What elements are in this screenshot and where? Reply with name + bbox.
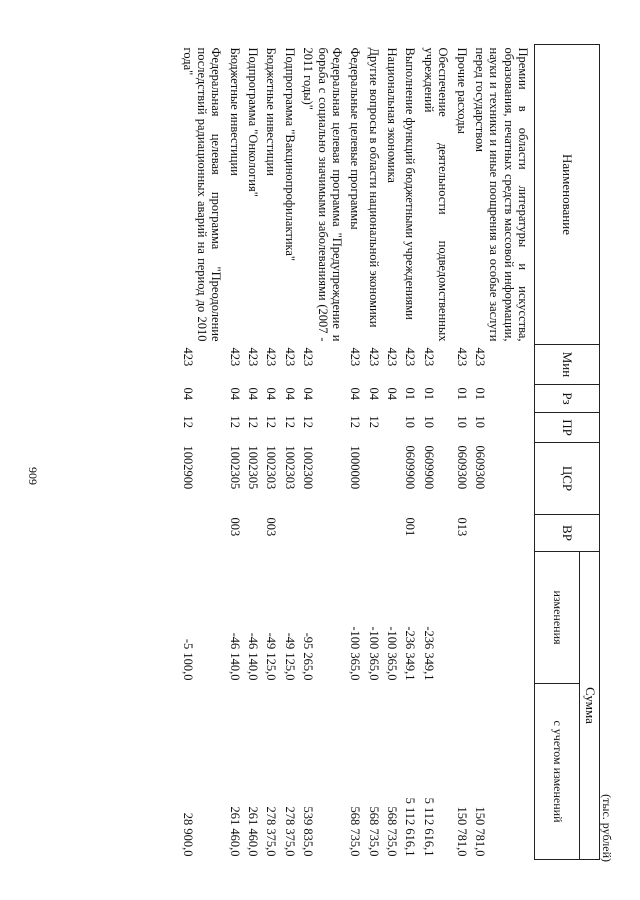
- row-name: Федеральная целевая программа "Предупреждение и борьба с социально значимыми заболеваниями (2007 - 2011 годы)": [301, 47, 344, 342]
- row-vr: [244, 515, 262, 552]
- table-header: [535, 45, 600, 860]
- row-csr: [383, 443, 401, 515]
- row-vr: [299, 515, 346, 552]
- row-min: 423: [472, 347, 487, 367]
- table-row: [471, 45, 533, 860]
- row-name: Обеспечение деятельности подведомственных учреждений: [421, 47, 451, 342]
- row-csr: 1000000: [348, 445, 363, 490]
- row-min: 423: [348, 347, 363, 367]
- header-vr: ВР: [535, 515, 600, 552]
- row-pr: 10: [472, 415, 487, 428]
- row-change: -236 349,1: [421, 626, 436, 681]
- row-vr: [346, 515, 364, 552]
- row-change: -5 100,0: [180, 638, 195, 681]
- header-pr: ПР: [535, 413, 600, 443]
- header-min: Мин: [535, 345, 600, 385]
- header-csr: ЦСР: [535, 443, 600, 515]
- row-rz: 04: [180, 387, 195, 400]
- row-change: [452, 552, 470, 684]
- row-rz: 04: [246, 387, 261, 400]
- row-pr: 12: [348, 415, 363, 428]
- row-name: Федеральные целевые программы: [348, 47, 363, 230]
- row-csr: [364, 443, 382, 515]
- row-csr: 0609300: [454, 445, 469, 490]
- row-name: Подпрограмма "Вакцинопрофилактика": [282, 47, 297, 262]
- table-row: [364, 45, 382, 860]
- row-total: 568 735,0: [366, 806, 381, 857]
- row-name: Другие вопросы в области национальной экономики: [366, 47, 381, 328]
- row-vr: 003: [264, 517, 279, 537]
- row-vr: [383, 515, 401, 552]
- row-rz: 04: [301, 387, 316, 400]
- row-name: Бюджетные инвестиции: [264, 47, 279, 176]
- row-vr: [280, 515, 298, 552]
- row-vr: [471, 515, 533, 552]
- table-row: [244, 45, 262, 860]
- row-rz: 04: [264, 387, 279, 400]
- row-pr: 12: [301, 415, 316, 428]
- row-pr: 10: [454, 415, 469, 428]
- row-name: Премии в области литературы и искусства, образования, печатных средств массовой информации, науки и техники и иные поощрения за особые заслуги перед государством: [472, 47, 531, 342]
- row-rz: 01: [421, 387, 436, 400]
- table-row: [178, 45, 225, 860]
- row-pr: 10: [421, 415, 436, 428]
- row-change: -46 140,0: [246, 632, 261, 681]
- row-min: 423: [180, 347, 195, 367]
- row-change: -100 365,0: [366, 626, 381, 681]
- row-total: 261 460,0: [246, 806, 261, 857]
- row-rz: 04: [385, 387, 400, 400]
- table-row: [401, 45, 419, 860]
- row-change: -100 365,0: [348, 626, 363, 681]
- row-pr: 12: [246, 415, 261, 428]
- row-csr: 0609900: [421, 445, 436, 490]
- row-rz: 01: [472, 387, 487, 400]
- row-min: 423: [385, 347, 400, 367]
- row-total: 278 375,0: [264, 806, 279, 857]
- row-csr: 0609900: [403, 445, 418, 490]
- row-change: -49 125,0: [264, 632, 279, 681]
- row-rz: 04: [282, 387, 297, 400]
- row-min: 423: [403, 347, 418, 367]
- rotated-page-content: [86, 44, 614, 864]
- header-with-changes: с учетом изменений: [535, 684, 580, 860]
- budget-table: [178, 44, 600, 860]
- row-csr: 1002303: [264, 445, 279, 490]
- row-vr: [178, 515, 225, 552]
- row-vr: [419, 515, 452, 552]
- header-changes: изменения: [535, 552, 580, 684]
- row-total: 5 112 616,1: [403, 797, 418, 857]
- row-pr: 12: [227, 415, 242, 428]
- row-change: -95 265,0: [301, 632, 316, 681]
- row-total: 5 112 616,1: [421, 797, 436, 857]
- row-rz: 04: [227, 387, 242, 400]
- header-rz: Рз: [535, 385, 600, 413]
- row-change: -46 140,0: [227, 632, 242, 681]
- table-row: [346, 45, 364, 860]
- row-total: 150 781,0: [472, 806, 487, 857]
- row-rz: 01: [403, 387, 418, 400]
- row-change: -100 365,0: [385, 626, 400, 681]
- row-pr: 12: [282, 415, 297, 428]
- table-row: [452, 45, 470, 860]
- row-min: 423: [301, 347, 316, 367]
- row-vr: 001: [403, 517, 418, 537]
- row-name: Бюджетные инвестиции: [227, 47, 242, 176]
- row-vr: 003: [227, 517, 242, 537]
- row-vr: [364, 515, 382, 552]
- row-csr: 1002303: [282, 445, 297, 490]
- row-name: Национальная экономика: [385, 47, 400, 183]
- row-csr: 1002305: [246, 445, 261, 490]
- table-body: [178, 45, 534, 860]
- row-name: Выполнение функций бюджетными учреждениями: [403, 47, 418, 320]
- row-min: 423: [421, 347, 436, 367]
- page-number: 909: [26, 467, 40, 485]
- row-min: 423: [366, 347, 381, 367]
- row-change: -49 125,0: [282, 632, 297, 681]
- row-pr: 12: [366, 415, 381, 428]
- row-total: 28 900,0: [180, 812, 195, 857]
- header-sum: Сумма: [580, 552, 600, 860]
- row-total: 568 735,0: [385, 806, 400, 857]
- row-min: 423: [454, 347, 469, 367]
- row-pr: 10: [403, 415, 418, 428]
- row-name: Подпрограмма "Онкология": [246, 47, 261, 197]
- row-min: 423: [264, 347, 279, 367]
- row-total: 278 375,0: [282, 806, 297, 857]
- row-total: 150 781,0: [454, 806, 469, 857]
- row-name: Федеральная целевая программа "Преодоление последствий радиационных аварий на период до 2010 года": [180, 47, 224, 342]
- table-row: [383, 45, 401, 860]
- row-total: 568 735,0: [348, 806, 363, 857]
- table-row: [419, 45, 452, 860]
- table-row: [262, 45, 280, 860]
- row-rz: 04: [366, 387, 381, 400]
- row-pr: 12: [264, 415, 279, 428]
- row-change: -236 349,1: [403, 626, 418, 681]
- row-name: Прочие расходы: [454, 47, 469, 134]
- row-rz: 04: [348, 387, 363, 400]
- table-row: [225, 45, 243, 860]
- row-csr: 1002300: [301, 445, 316, 490]
- row-csr: 1002305: [227, 445, 242, 490]
- row-csr: 0609300: [472, 445, 487, 490]
- units-note: (тыс. рублей): [600, 794, 614, 862]
- row-csr: 1002900: [180, 445, 195, 490]
- header-name: Наименование: [535, 45, 600, 345]
- row-pr: [383, 413, 401, 443]
- table-row: [299, 45, 346, 860]
- row-min: 423: [246, 347, 261, 367]
- row-min: 423: [282, 347, 297, 367]
- row-change: [471, 552, 533, 684]
- row-vr: 013: [454, 517, 469, 537]
- row-min: 423: [227, 347, 242, 367]
- row-pr: 12: [180, 415, 195, 428]
- row-total: 539 835,0: [301, 806, 316, 857]
- table-row: [280, 45, 298, 860]
- row-rz: 01: [454, 387, 469, 400]
- row-total: 261 460,0: [227, 806, 242, 857]
